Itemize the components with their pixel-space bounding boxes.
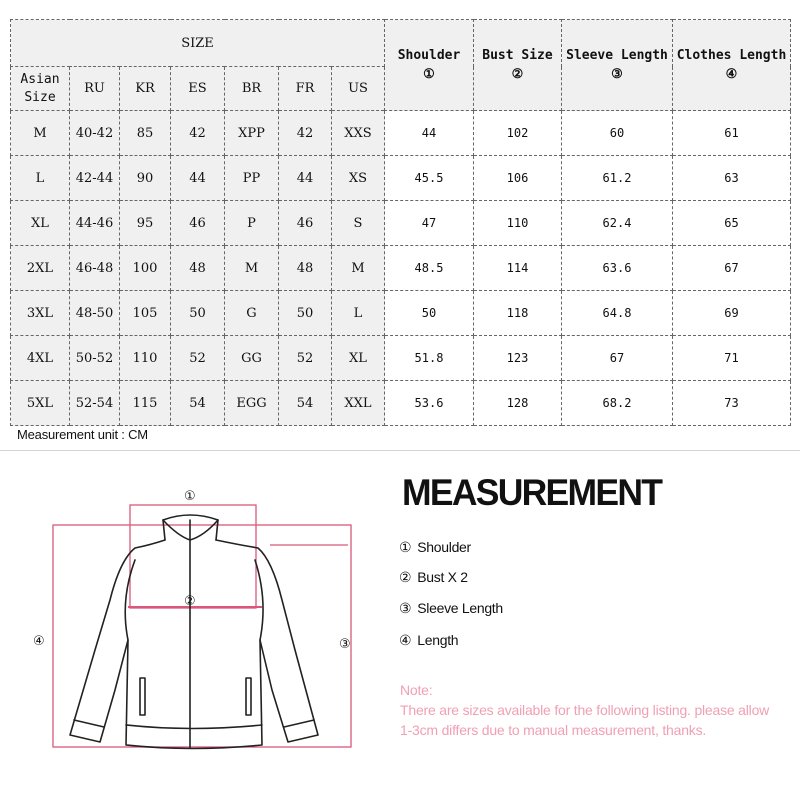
- sleeve-header-label: Sleeve Length: [566, 48, 668, 63]
- measurement-title: MEASUREMENT: [402, 472, 662, 513]
- es-header: ES: [171, 67, 225, 111]
- br-header: BR: [225, 67, 279, 111]
- bust-cell: 114: [474, 246, 562, 291]
- sleeve-cell: 60: [562, 111, 673, 156]
- asian-size-cell: 3XL: [11, 291, 70, 336]
- bust-cell: 102: [474, 111, 562, 156]
- shoulder-cell: 50: [385, 291, 474, 336]
- shoulder-cell: 45.5: [385, 156, 474, 201]
- left-cuff: [74, 720, 104, 727]
- es-cell: 44: [171, 156, 225, 201]
- bust-cell: 128: [474, 381, 562, 426]
- ru-header: RU: [70, 67, 120, 111]
- br-cell: PP: [225, 156, 279, 201]
- diagram-mark-shoulder: ①: [184, 489, 196, 504]
- legend-item-length: [399, 632, 458, 649]
- shoulder-header: [385, 20, 474, 111]
- table-row: [11, 111, 791, 156]
- sleeve-cell: 67: [562, 336, 673, 381]
- legend-mark: ④: [399, 632, 412, 648]
- shoulder-cell: 48.5: [385, 246, 474, 291]
- note-line-2: 1-3cm differs due to manual measurement, thanks.: [400, 722, 707, 738]
- asian-size-header: [11, 67, 70, 111]
- asian-size-cell: 5XL: [11, 381, 70, 426]
- kr-header: KR: [120, 67, 171, 111]
- es-cell: 52: [171, 336, 225, 381]
- sleeve-cell: 64.8: [562, 291, 673, 336]
- diagram-mark-sleeve: ③: [339, 637, 351, 652]
- bust-cell: 110: [474, 201, 562, 246]
- us-cell: XS: [332, 156, 385, 201]
- kr-cell: 100: [120, 246, 171, 291]
- asian-size-cell: XL: [11, 201, 70, 246]
- bust-cell: 106: [474, 156, 562, 201]
- shoulder-cell: 44: [385, 111, 474, 156]
- length-cell: 63: [673, 156, 791, 201]
- us-cell: XL: [332, 336, 385, 381]
- us-cell: L: [332, 291, 385, 336]
- fr-cell: 50: [279, 291, 332, 336]
- shoulder-cell: 47: [385, 201, 474, 246]
- br-cell: P: [225, 201, 279, 246]
- table-row: [11, 201, 791, 246]
- table-row: [11, 381, 791, 426]
- length-cell: 73: [673, 381, 791, 426]
- br-cell: EGG: [225, 381, 279, 426]
- sleeve-header-mark: ③: [611, 67, 623, 82]
- length-cell: 61: [673, 111, 791, 156]
- legend-mark: ①: [399, 539, 412, 555]
- br-cell: G: [225, 291, 279, 336]
- kr-cell: 95: [120, 201, 171, 246]
- fr-cell: 48: [279, 246, 332, 291]
- left-pocket: [140, 678, 145, 715]
- ru-cell: 52-54: [70, 381, 120, 426]
- ru-cell: 46-48: [70, 246, 120, 291]
- ru-cell: 40-42: [70, 111, 120, 156]
- right-cuff: [284, 720, 314, 727]
- es-cell: 48: [171, 246, 225, 291]
- bust-header: [474, 20, 562, 111]
- br-cell: M: [225, 246, 279, 291]
- bust-header-mark: ②: [511, 67, 524, 82]
- kr-cell: 85: [120, 111, 171, 156]
- us-cell: M: [332, 246, 385, 291]
- length-cell: 65: [673, 201, 791, 246]
- shoulder-header-label: Shoulder: [397, 48, 461, 63]
- asian-size-cell: M: [11, 111, 70, 156]
- right-pocket: [246, 678, 251, 715]
- shoulder-header-mark: ①: [423, 67, 435, 82]
- fr-cell: 44: [279, 156, 332, 201]
- legend-label: Shoulder: [417, 539, 471, 555]
- length-cell: 69: [673, 291, 791, 336]
- es-cell: 42: [171, 111, 225, 156]
- us-cell: S: [332, 201, 385, 246]
- jacket-body: [70, 540, 318, 749]
- size-chart-table: [10, 19, 791, 426]
- es-cell: 54: [171, 381, 225, 426]
- es-cell: 46: [171, 201, 225, 246]
- asian-header-line1: Asian: [20, 71, 60, 87]
- legend-item-sleeve: [399, 600, 503, 617]
- diagram-mark-length: ④: [33, 634, 45, 649]
- jacket-diagram: [20, 480, 380, 780]
- hem-band: [126, 725, 262, 729]
- diagram-mark-bust: ②: [184, 594, 196, 609]
- legend-label: Sleeve Length: [417, 600, 503, 616]
- legend-label: Length: [417, 632, 459, 648]
- sleeve-cell: 62.4: [562, 201, 673, 246]
- legend-label: Bust X 2: [417, 569, 468, 585]
- kr-cell: 90: [120, 156, 171, 201]
- bust-cell: 123: [474, 336, 562, 381]
- legend-mark: ③: [399, 600, 412, 616]
- asian-header-line2: Size: [24, 89, 56, 105]
- table-row: [11, 156, 791, 201]
- ru-cell: 50-52: [70, 336, 120, 381]
- kr-cell: 115: [120, 381, 171, 426]
- length-header-label: Clothes Length: [676, 48, 787, 63]
- sleeve-header: [562, 20, 673, 111]
- note-line-1: There are sizes available for the following listing. please allow: [400, 702, 770, 718]
- br-cell: GG: [225, 336, 279, 381]
- ru-cell: 48-50: [70, 291, 120, 336]
- length-cell: 71: [673, 336, 791, 381]
- size-header: SIZE: [11, 20, 385, 67]
- legend-item-shoulder: [399, 539, 471, 556]
- shoulder-cell: 51.8: [385, 336, 474, 381]
- bust-cell: 118: [474, 291, 562, 336]
- section-divider: [0, 450, 800, 451]
- fr-cell: 46: [279, 201, 332, 246]
- length-header-mark: ④: [725, 67, 738, 82]
- fr-cell: 52: [279, 336, 332, 381]
- us-header: US: [332, 67, 385, 111]
- table-row: [11, 246, 791, 291]
- length-header: [673, 20, 791, 111]
- ru-cell: 44-46: [70, 201, 120, 246]
- asian-size-cell: 4XL: [11, 336, 70, 381]
- fr-header: FR: [279, 67, 332, 111]
- kr-cell: 110: [120, 336, 171, 381]
- br-cell: XPP: [225, 111, 279, 156]
- fr-cell: 42: [279, 111, 332, 156]
- es-cell: 50: [171, 291, 225, 336]
- note-heading: Note:: [400, 682, 433, 698]
- shoulder-cell: 53.6: [385, 381, 474, 426]
- kr-cell: 105: [120, 291, 171, 336]
- ru-cell: 42-44: [70, 156, 120, 201]
- measurement-guides: [53, 505, 351, 747]
- bust-header-label: Bust Size: [482, 48, 553, 63]
- legend-mark: ②: [399, 569, 412, 585]
- table-row: [11, 291, 791, 336]
- us-cell: XXL: [332, 381, 385, 426]
- length-guide-box: [53, 525, 351, 747]
- asian-size-cell: 2XL: [11, 246, 70, 291]
- table-row: [11, 336, 791, 381]
- sleeve-cell: 68.2: [562, 381, 673, 426]
- length-cell: 67: [673, 246, 791, 291]
- sleeve-cell: 63.6: [562, 246, 673, 291]
- asian-size-cell: L: [11, 156, 70, 201]
- fr-cell: 54: [279, 381, 332, 426]
- sleeve-cell: 61.2: [562, 156, 673, 201]
- us-cell: XXS: [332, 111, 385, 156]
- shoulder-guide-box: [130, 505, 256, 608]
- measurement-unit-note: Measurement unit : CM: [17, 427, 148, 442]
- legend-item-bust: [399, 569, 468, 586]
- jacket-outline: [70, 515, 318, 749]
